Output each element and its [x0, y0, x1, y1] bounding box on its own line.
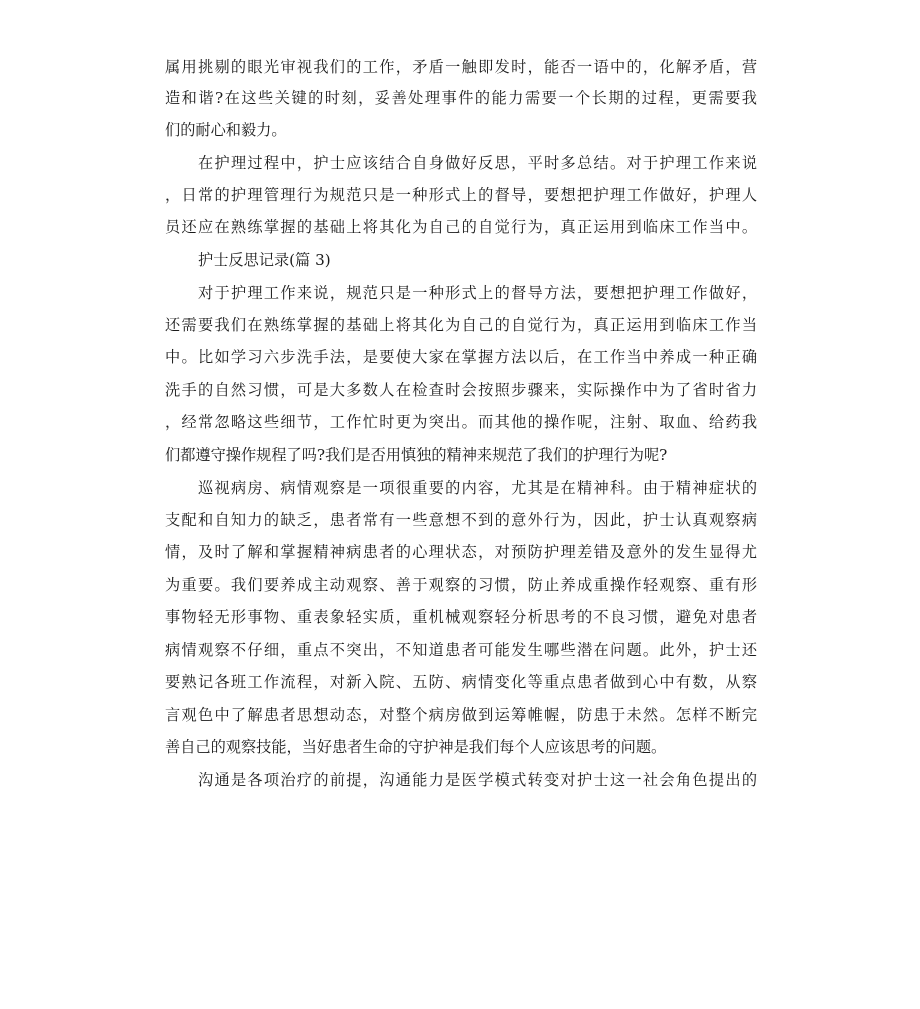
paragraph-first-line: 巡视病房、病情观察是一项很重要的内容，尤其是在精神科。由于精神症状的: [198, 479, 757, 497]
paragraph-first-line: 对于护理工作来说，规范只是一种形式上的督导方法，要想把护理工作做好，: [198, 284, 757, 302]
text-line: 们的耐心和毅力。: [165, 121, 287, 139]
text-line: 员还应在熟练掌握的基础上将其化为自己的自觉行为，真正运用到临床工作当中。: [165, 218, 757, 236]
text-line: 要熟记各班工作流程，对新入院、五防、病情变化等重点患者做到心中有数，从察: [165, 673, 757, 691]
paragraph-first-line: 沟通是各项治疗的前提，沟通能力是医学模式转变对护士这一社会角色提出的: [198, 771, 757, 789]
text-line: ，经常忽略这些细节，工作忙时更为突出。而其他的操作呢，注射、取血、给药我: [165, 413, 757, 431]
text-line: 中。比如学习六步洗手法，是要使大家在掌握方法以后，在工作当中养成一种正确: [165, 348, 757, 366]
text-line: 善自己的观察技能，当好患者生命的守护神是我们每个人应该思考的问题。: [165, 738, 667, 756]
text-line: ，日常的护理管理行为规范只是一种形式上的督导，要想把护理工作做好，护理人: [165, 186, 757, 204]
paragraph-first-line: 在护理过程中，护士应该结合自身做好反思，平时多总结。对于护理工作来说: [198, 154, 757, 172]
text-line: 情，及时了解和掌握精神病患者的心理状态，对预防护理差错及意外的发生显得尤: [165, 543, 757, 561]
text-line: 为重要。我们要养成主动观察、善于观察的习惯，防止养成重操作轻观察、重有形: [165, 576, 757, 594]
text-line: 病情观察不仔细，重点不突出，不知道患者可能发生哪些潜在问题。此外，护士还: [165, 641, 757, 659]
text-line: 们都遵守操作规程了吗?我们是否用慎独的精神来规范了我们的护理行为呢?: [165, 446, 668, 464]
text-line: 支配和自知力的缺乏，患者常有一些意想不到的意外行为，因此，护士认真观察病: [165, 511, 757, 529]
section-heading: 护士反思记录(篇 3): [198, 251, 331, 269]
text-line: 言观色中了解患者思想动态，对整个病房做到运筹帷幄，防患于未然。怎样不断完: [165, 706, 757, 724]
text-line: 属用挑剔的眼光审视我们的工作，矛盾一触即发时，能否一语中的，化解矛盾，营: [165, 58, 757, 76]
text-line: 造和谐?在这些关键的时刻，妥善处理事件的能力需要一个长期的过程，更需要我: [165, 89, 757, 107]
text-line: 洗手的自然习惯，可是大多数人在检查时会按照步骤来，实际操作中为了省时省力: [165, 381, 757, 399]
text-line: 事物轻无形事物、重表象轻实质，重机械观察轻分析思考的不良习惯，避免对患者: [165, 608, 757, 626]
text-line: 还需要我们在熟练掌握的基础上将其化为自己的自觉行为，真正运用到临床工作当: [165, 316, 757, 334]
